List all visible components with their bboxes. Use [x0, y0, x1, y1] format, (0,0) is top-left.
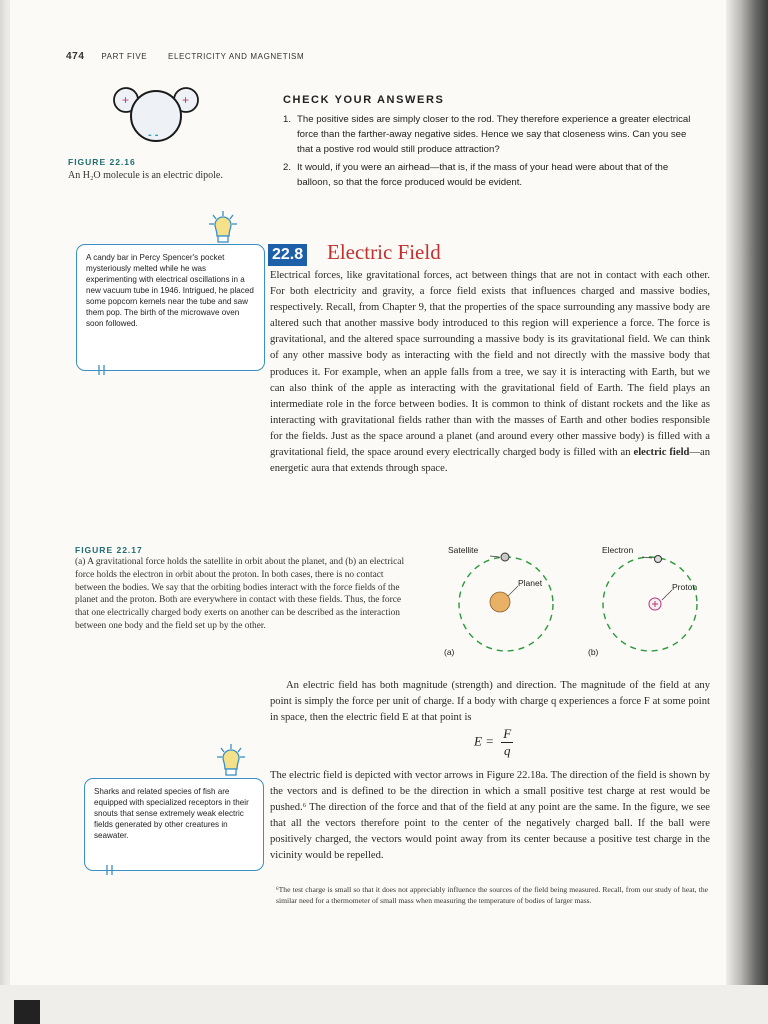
- answer-item: [283, 160, 693, 190]
- answer-text: It would, if you were an airhead—that is, if the mass of your head were about that of the balloon, so that the force produced would be evident.: [297, 161, 669, 188]
- figure-22-17-caption: (a) A gravitational force holds the satellite in orbit about the planet, and (b) an electrical force holds the electron in orbit about the proton. In both cases, there is no contact between the bodies. We say that the orbiting bodies interact with the force fields of the planet and the proton. Both are everywhere in contact with these fields. Thus, the force that one electrically charged body exerts on another can be described as the interaction between one body and the field set up by the other.: [75, 557, 405, 631]
- answer-text: The positive sides are simply closer to the rod. They therefore experience a greater electrical force than the farther-away negative sides. Hence we say that closeness wins. Can you see that a postive rod would still produce attraction?: [297, 114, 691, 156]
- equation-numerator: F: [503, 726, 512, 741]
- plus-sign-right: +: [182, 93, 190, 107]
- electron-label: Electron: [602, 545, 634, 555]
- satellite-label: Satellite: [448, 545, 479, 555]
- electric-field-equation: [474, 726, 513, 759]
- plug-icon: [103, 865, 117, 875]
- plug-icon: [95, 365, 109, 375]
- answer-item: [283, 112, 693, 158]
- section-title: Electric Field: [327, 240, 441, 264]
- section-paragraph-2: [270, 678, 710, 726]
- scan-bottom-margin: [0, 985, 768, 1024]
- sidebar-note-text: Sharks and related species of fish are equipped with specialized receptors in their snouts that sense extremely weak electric fields generated by other creatures in seawater.: [94, 787, 249, 840]
- planet: [490, 592, 510, 612]
- footnote: ⁶The test charge is small so that it does not appreciably influence the sources of the field being measured. Recall, from our study of heat, the similar need for a thermometer of small mass when measuring the temperature of bodies of larger mass.: [276, 885, 708, 905]
- part-label: PART FIVE: [101, 52, 148, 61]
- answer-number: 1.: [283, 114, 292, 125]
- panel-a-label: (a): [444, 647, 455, 657]
- figure-22-16-caption: An H₂O molecule is an electric dipole.: [68, 170, 223, 181]
- figure-22-16-label: FIGURE 22.16: [68, 157, 136, 167]
- plus-sign-left: +: [122, 93, 130, 107]
- book-spine-shadow: [726, 0, 768, 1024]
- lightbulb-icon: [208, 210, 238, 244]
- paragraph-text-end: —an energetic aura that extends through space.: [270, 447, 710, 475]
- minus-signs: - -: [148, 129, 159, 141]
- paragraph-text: The electric field is depicted with vector arrows in Figure 22.18a. The direction of the field is shown by the vectors and is defined to be the direction in which a small positive test charge at rest would be pushed.⁶ The direction of the force and that of the field at any point are the same. In the figure, we see that all the vectors therefore point to the center of the negatively charged ball. If the ball were positively charged, the vectors would point away from its center because a positive test charge in the vicinity would be repelled.: [270, 770, 710, 862]
- equation-denominator: q: [503, 743, 511, 758]
- figure-22-17-label: FIGURE 22.17: [75, 545, 143, 555]
- satellite-arrow: [490, 556, 499, 557]
- proton-label: Proton: [672, 582, 698, 592]
- scan-corner-block: [14, 1000, 40, 1024]
- water-molecule-diagram: [108, 86, 208, 150]
- electron: [655, 556, 662, 563]
- paragraph-text: An electric field has both magnitude (strength) and direction. The magnitude of the field at any point is simply the force per unit of charge. If a body with charge q experiences a force F at some point in space, then the electric field E at that point is: [270, 680, 710, 724]
- check-answers-title: CHECK YOUR ANSWERS: [283, 94, 445, 106]
- running-head: [66, 51, 304, 62]
- section-paragraph-3: [270, 768, 710, 865]
- page-number: 474: [66, 51, 85, 62]
- equation-lhs: E =: [474, 733, 494, 749]
- sidebar-note-microwave: [76, 244, 265, 371]
- answer-number: 2.: [283, 161, 292, 173]
- sidebar-note-sharks: [84, 778, 264, 871]
- key-term: electric field: [633, 447, 690, 459]
- orbit-diagram: [436, 540, 708, 662]
- section-number: 22.8: [268, 244, 307, 266]
- sidebar-note-text: A candy bar in Percy Spencer's pocket mysteriously melted while he was experimenting with electrical oscillations in a new vacuum tube in 1946. Intrigued, he placed some popcorn kernels near the tube and saw them pop. The birth of the microwave oven soon followed.: [86, 253, 254, 328]
- paragraph-text: Electrical forces, like gravitational forces, act between things that are not in contact with each other. For both electricity and gravity, a force field exists that influences charged and massive bodies, respectively. Recall, from Chapter 9, that the properties of the space surrounding any massive body are altered such that another massive body introduced to this region will experience a force. The force is gravitational, and the altered space surrounding a massive body is its gravitational field. We can think of any other massive body as interacting with the field and not directly with the massive body that produces it. For example, when an apple falls from a tree, we say it is interacting with Earth, but we can also think of the apple as interacting with the gravitational field of Earth. The field plays an intermediate role in the force between bodies. It is common to think of distant rockets and the like as interacting with gravitational fields rather than with the masses of Earth and other bodies responsible for the fields. Just as the space around a planet (and around every other massive body) is filled with a gravitational field, the space around every electrically charged body is filled with an: [270, 270, 710, 459]
- equation-fraction: [501, 726, 513, 759]
- planet-label: Planet: [518, 578, 543, 588]
- lightbulb-icon: [216, 743, 246, 777]
- section-label: ELECTRICITY AND MAGNETISM: [168, 52, 305, 61]
- satellite: [501, 553, 509, 561]
- planet-leader: [508, 586, 518, 596]
- section-paragraph-1: [270, 268, 710, 477]
- panel-b-label: (b): [588, 647, 599, 657]
- check-answers-list: [283, 112, 693, 190]
- proton-leader: [662, 590, 672, 600]
